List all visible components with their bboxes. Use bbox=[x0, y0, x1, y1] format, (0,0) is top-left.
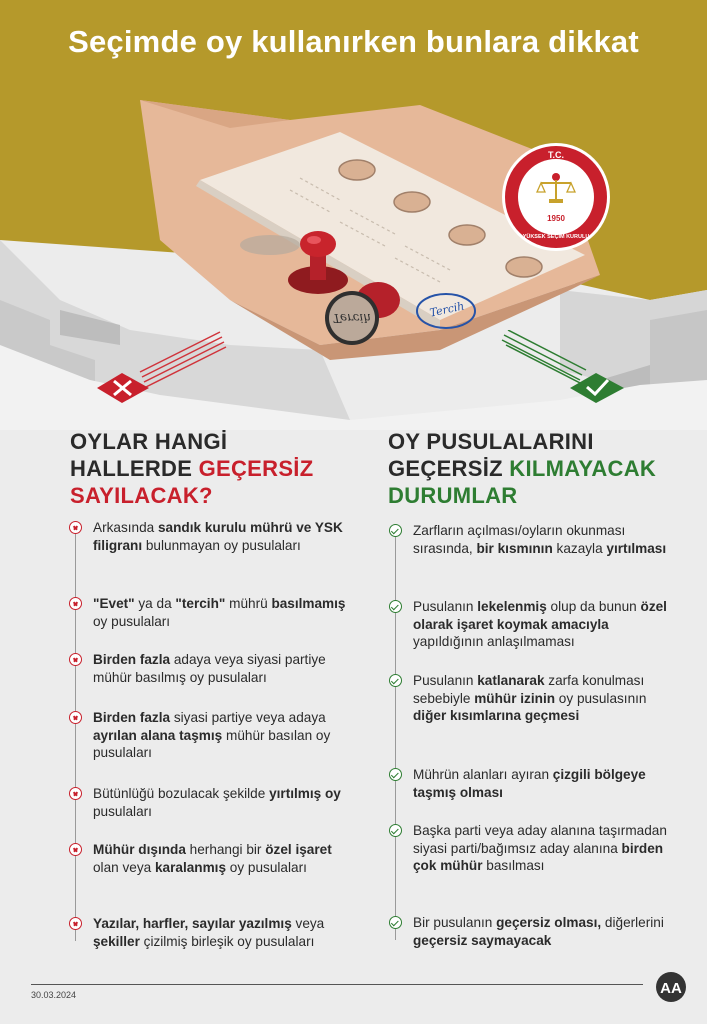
check-icon bbox=[389, 824, 402, 837]
seal-tc: T.C. bbox=[547, 150, 564, 160]
check-icon bbox=[389, 674, 402, 687]
list-item: Mührün alanları ayıran çizgili bölgeye taşmış olması bbox=[386, 766, 676, 801]
right-heading-line-2a: GEÇERSİZ bbox=[388, 456, 510, 481]
list-item: "Evet" ya da "tercih" mührü basılmamış oy pusulaları bbox=[66, 595, 346, 630]
list-item: Bütünlüğü bozulacak şekilde yırtılmış oy pusulaları bbox=[66, 785, 346, 820]
list-item: Birden fazla siyasi partiye veya adaya ayrılan alana taşmış mühür basılan oy pusulaları bbox=[66, 709, 346, 762]
list-item: Birden fazla adaya veya siyasi partiye mühür basılmış oy pusulaları bbox=[66, 651, 346, 686]
stamp-label-right: Tercih bbox=[428, 299, 466, 320]
list-item: Arkasında sandık kurulu mührü ve YSK filigranı bulunmayan oy pusulaları bbox=[66, 519, 346, 554]
aa-logo-text: AA bbox=[660, 980, 682, 997]
invalid-cases-list bbox=[66, 519, 346, 955]
check-icon bbox=[389, 600, 402, 613]
footer-divider bbox=[31, 984, 643, 985]
right-heading-line-3: DURUMLAR bbox=[388, 483, 518, 508]
left-column-heading bbox=[70, 428, 340, 509]
seal-ring-text: YÜKSEK SEÇİM KURULU bbox=[522, 234, 590, 240]
footer-date: 30.03.2024 bbox=[31, 990, 77, 1000]
check-icon bbox=[389, 768, 402, 781]
cross-icon bbox=[69, 597, 82, 610]
left-heading-line-2a: HALLERDE bbox=[70, 456, 199, 481]
seal-year: 1950 bbox=[547, 214, 565, 223]
right-column-heading bbox=[388, 428, 688, 509]
page-title: Seçimde oy kullanırken bunlara dikkat bbox=[68, 24, 639, 59]
check-icon bbox=[389, 916, 402, 929]
left-heading-line-2b: GEÇERSİZ bbox=[198, 456, 314, 481]
cross-icon bbox=[69, 843, 82, 856]
scales-icon bbox=[535, 170, 577, 206]
list-item: Zarfların açılması/oyların okunması sırasında, bir kısmının kazayla yırtılması bbox=[386, 522, 676, 557]
left-heading-line-3: SAYILACAK? bbox=[70, 483, 213, 508]
list-item: Mühür dışında herhangi bir özel işaret olan veya karalanmış oy pusulaları bbox=[66, 841, 346, 876]
list-item: Pusulanın katlanarak zarfa konulması sebebiyle mühür izinin oy pusulasının diğer kısımlarına geçmesi bbox=[386, 672, 676, 725]
check-icon bbox=[389, 524, 402, 537]
valid-cases-list bbox=[386, 522, 676, 954]
list-item: Başka parti veya aday alanına taşırmadan siyasi parti/bağımsız aday alanına birden çok mühür basılması bbox=[386, 822, 676, 875]
left-heading-line-1: OYLAR HANGİ bbox=[70, 429, 228, 454]
cross-icon bbox=[69, 787, 82, 800]
cross-icon bbox=[69, 521, 82, 534]
list-item: Pusulanın lekelenmiş olup da bunun özel olarak işaret koymak amacıyla yapıldığının anlaşılmaması bbox=[386, 598, 676, 651]
red-arrow-icon bbox=[92, 330, 227, 410]
stamp-label-left: Tercih bbox=[332, 311, 372, 325]
ysk-seal bbox=[505, 146, 607, 248]
cross-icon bbox=[69, 711, 82, 724]
cross-icon bbox=[69, 917, 82, 930]
right-heading-line-2b: KILMAYACAK bbox=[509, 456, 657, 481]
green-arrow-icon bbox=[500, 330, 630, 410]
right-heading-line-1: OY PUSULALARINI bbox=[388, 429, 594, 454]
list-item: Bir pusulanın geçersiz olması, diğerlerini geçersiz saymayacak bbox=[386, 914, 676, 949]
aa-logo-icon bbox=[654, 970, 688, 1006]
list-item: Yazılar, harfler, sayılar yazılmış veya şekiller çizilmiş birleşik oy pusulaları bbox=[66, 915, 346, 950]
cross-icon bbox=[69, 653, 82, 666]
